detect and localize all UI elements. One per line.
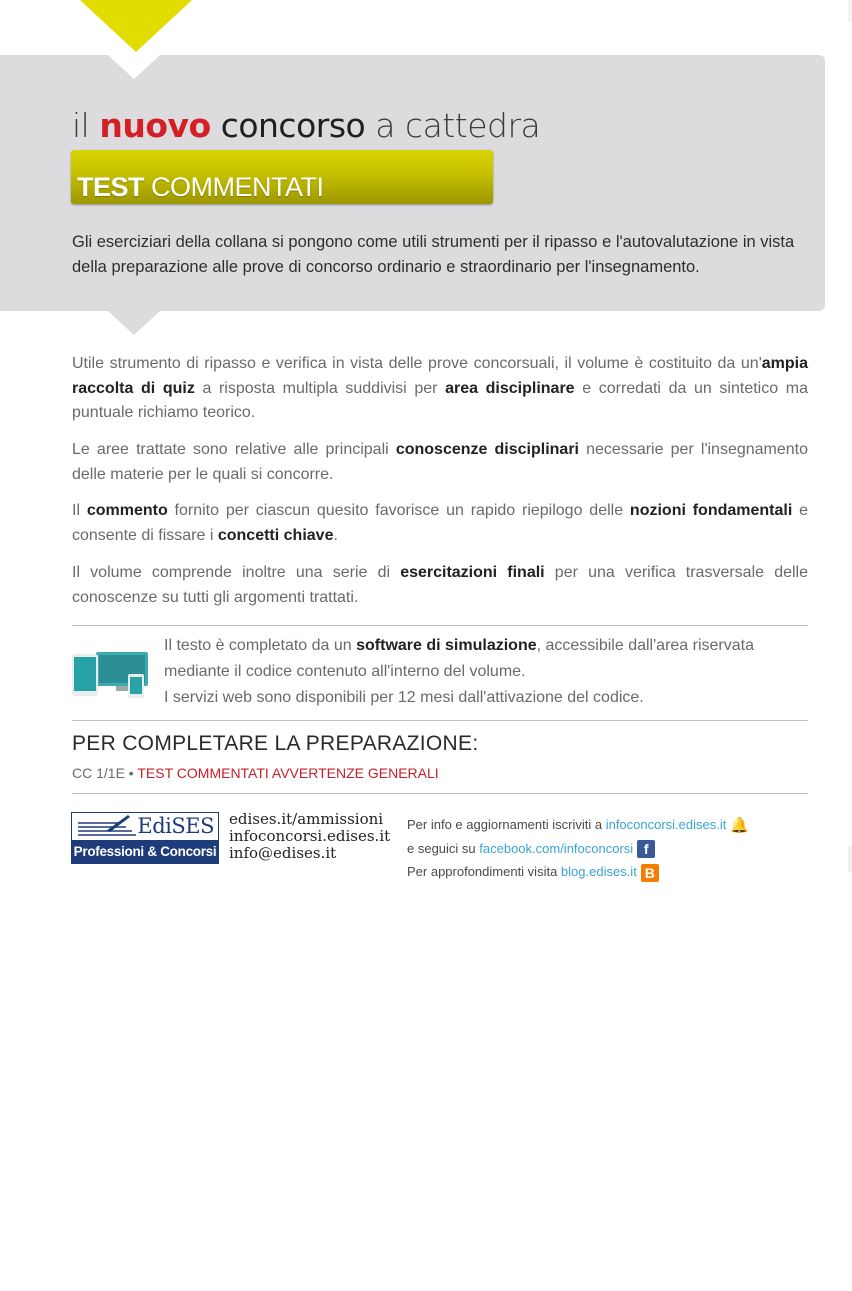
paragraph-4: Il volume comprende inoltre una serie di esercitazioni finali per una verifica trasversale delle conoscenze su tutti gli argomenti trattati. — [72, 564, 808, 606]
social-links: Per info e aggiornamenti iscriviti a infoconcorsi.edises.it 🔔 e seguici su facebook.com/infoconcorsi f Per approfondimenti visita blog.edises.it B — [407, 816, 750, 881]
devices-icon — [72, 648, 150, 698]
page-edge-mark — [848, 0, 852, 22]
section-title: PER COMPLETARE LA PREPARAZIONE: — [72, 732, 479, 755]
divider — [72, 720, 808, 721]
software-note: Il testo è completato da un software di simulazione, accessibile dall'area riservata mediante il codice contenuto all'interno del volume. I servizi web sono disponibili per 12 mesi dall'attivazione del codice. — [164, 637, 754, 706]
related-titles: CC 1/1E • TEST COMMENTATI AVVERTENZE GENERALI — [72, 765, 439, 781]
series-banner — [71, 150, 493, 204]
panel-notch-bottom — [108, 311, 160, 335]
blogger-icon[interactable]: B — [641, 864, 659, 882]
infoconcorsi-link[interactable]: infoconcorsi.edises.it — [229, 827, 391, 845]
website-link[interactable]: edises.it/ammissioni — [229, 810, 384, 828]
banner-rest: COMMENTATI — [151, 172, 324, 202]
intro-text: Gli eserciziari della collana si pongono come utili strumenti per il ripasso e l'autovalutazione in vista della preparazione alle prove di concorso ordinario e straordinario per l'insegnamento. — [72, 233, 795, 276]
page-title: il nuovo concorso a cattedra — [72, 106, 541, 145]
edises-logo: EdiSES Professioni & Concorsi — [71, 812, 219, 864]
facebook-link[interactable]: facebook.com/infoconcorsi — [479, 840, 634, 856]
related-title-link[interactable]: TEST COMMENTATI AVVERTENZE GENERALI — [137, 765, 439, 781]
top-yellow-triangle — [80, 0, 192, 52]
banner-bold: TEST — [77, 172, 145, 202]
blog-link[interactable]: blog.edises.it — [560, 864, 637, 879]
email-link[interactable]: info@edises.it — [229, 844, 337, 862]
notification-bell-icon: 🔔 — [730, 816, 750, 834]
contact-links — [229, 811, 390, 862]
paragraph-1: Utile strumento di ripasso e verifica in vista delle prove concorsuali, il volume è costituito da un'ampia raccolta di quiz a risposta multipla suddivisi per area disciplinare e corredati da un sintetico ma puntuale richiamo teorico. — [72, 355, 808, 421]
divider — [72, 625, 808, 626]
newsletter-link[interactable]: infoconcorsi.edises.it — [605, 817, 727, 832]
paragraph-2: Le aree trattate sono relative alle principali conoscenze disciplinari necessarie per l'insegnamento delle materie per le quali si concorre. — [72, 441, 809, 483]
panel-notch-top — [108, 55, 160, 79]
divider — [72, 793, 808, 794]
page-edge-mark — [848, 846, 852, 872]
book-lines-icon — [76, 813, 138, 839]
paragraph-3: Il commento fornito per ciascun quesito favorisce un rapido riepilogo delle nozioni fondamentali e consente di fissare i concetti chiave. — [72, 502, 809, 544]
facebook-icon[interactable]: f — [637, 840, 655, 858]
